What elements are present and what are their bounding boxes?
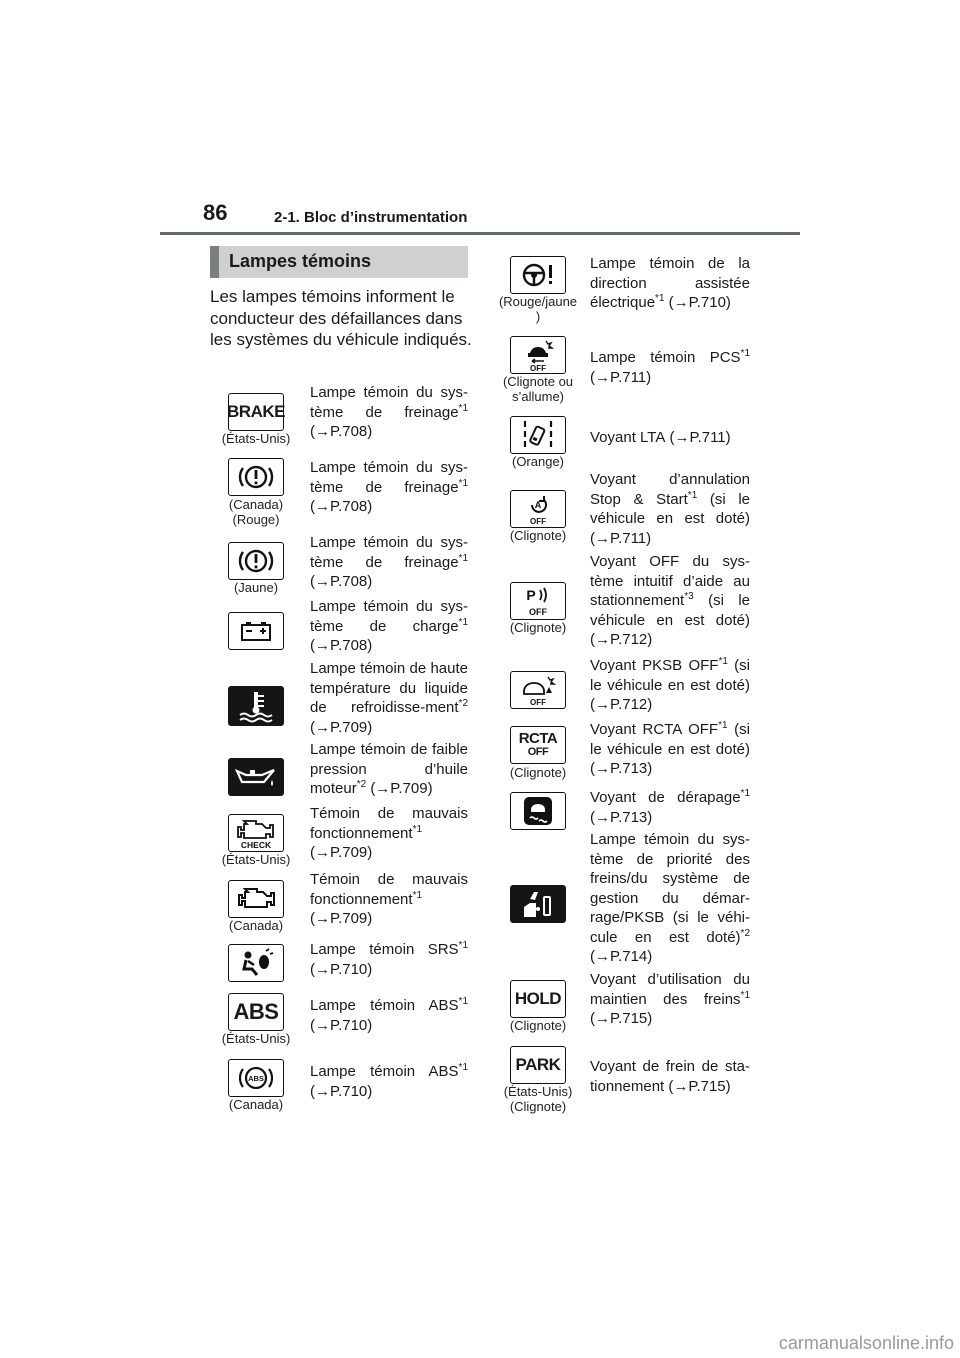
abs-circle-icon (228, 1059, 284, 1097)
warning-description: Voyant de dérapage$^{*1}$ (→P.713) (590, 788, 750, 826)
warning-description: Lampe témoin du sys-tème de priorité des freins/du système de gestion du démar-rage/PKSB (si le véhi-cule en est doté)$^{*2}$ (→P.714) (590, 831, 750, 965)
abs-text-icon: ABS (228, 993, 284, 1031)
warning-description: Lampe témoin de la direction assistée électrique$^{*1}$ (→P.710) (590, 255, 750, 311)
watermark: carmanualsonline.info (778, 1333, 954, 1353)
oil-can-icon (228, 758, 284, 796)
icon-caption: (Canada) (Rouge) (228, 497, 284, 527)
warning-description: Voyant PKSB OFF$^{*1}$ (si le véhicule en est doté) (→P.712) (590, 656, 750, 713)
warning-description: Lampe témoin PCS$^{*1}$ (→P.711) (590, 348, 750, 386)
rcta-off-icon: RCTA OFF (510, 726, 566, 764)
warning-description: Lampe témoin du sys-tème de freinage$^{*1}$ (→P.708) (310, 534, 468, 590)
stop-start-off-icon (510, 490, 566, 528)
airbag-icon (228, 944, 284, 982)
warning-description: Voyant OFF du sys-tème intuitif d’aide au stationnement$^{*3}$ (si le véhicule en est doté) (→P.712) (590, 553, 750, 648)
warning-description: Voyant de frein de sta-tionnement (→P.715) (590, 1058, 750, 1095)
brake-circle-icon (228, 542, 284, 580)
slip-indicator-icon (510, 792, 566, 830)
warning-description: Voyant RCTA OFF$^{*1}$ (si le véhicule en est doté) (→P.713) (590, 720, 750, 777)
header-rule (160, 232, 800, 235)
warning-description: Témoin de mauvais fonctionnement$^{*1}$ (→P.709) (310, 805, 468, 861)
svg-text:OFF: OFF (529, 607, 547, 617)
icon-caption: (Clignote ou s’allume) (502, 374, 574, 404)
section-heading (210, 246, 468, 278)
icon-caption: (États-Unis) (221, 431, 291, 446)
lta-icon (510, 416, 566, 454)
svg-text:ABS: ABS (248, 1074, 264, 1083)
warning-description: Lampe témoin ABS$^{*1}$ (→P.710) (310, 996, 468, 1034)
steering-warning-icon (510, 256, 566, 294)
check-engine-icon (228, 814, 284, 852)
warning-description: Lampe témoin ABS$^{*1}$ (→P.710) (310, 1062, 468, 1100)
parking-assist-off-icon (510, 582, 566, 620)
icon-caption: (Clignote) (509, 528, 567, 543)
svg-text:OFF: OFF (530, 517, 546, 526)
icon-caption: (Canada) (228, 918, 284, 933)
section-title: Lampes témoins (229, 251, 372, 271)
engine-icon (228, 880, 284, 918)
svg-text:P: P (526, 587, 536, 603)
warning-description: Lampe témoin du sys-tème de freinage$^{*1}$ (→P.708) (310, 384, 468, 440)
warning-description: Lampe témoin du sys-tème de charge$^{*1}$ (→P.708) (310, 598, 468, 654)
icon-caption: (Orange) (511, 454, 565, 469)
icon-caption: (États-Unis) (221, 1031, 291, 1046)
svg-text:OFF: OFF (530, 364, 546, 372)
warning-description: Lampe témoin du sys-tème de freinage$^{*1}$ (→P.708) (310, 459, 468, 515)
svg-text:OFF: OFF (530, 698, 546, 707)
warning-description: Lampe témoin SRS$^{*1}$ (→P.710) (310, 940, 468, 978)
section-intro: Les lampes témoins informent le conducteur des défaillances dans les systèmes du véhicule indiqués. (210, 287, 472, 349)
warning-description: Voyant d’utilisation du maintien des freins$^{*1}$ (→P.715) (590, 971, 750, 1027)
warning-description: Voyant LTA (→P.711) (590, 429, 731, 446)
coolant-temperature-icon (228, 686, 284, 726)
icon-caption: (États-Unis) (Clignote) (503, 1084, 573, 1114)
warning-description: Lampe témoin de faible pression d’huile moteur$^{*2}$ (→P.709) (310, 741, 468, 797)
brake-text-icon: BRAKE (228, 393, 284, 431)
brake-override-icon (510, 885, 566, 923)
battery-icon (228, 612, 284, 650)
icon-caption: (Rouge/jaune ) (498, 294, 578, 324)
parking-brake-icon: PARK (510, 1046, 566, 1084)
icon-caption: (Clignote) (509, 1018, 567, 1033)
icon-caption: (Jaune) (233, 580, 279, 595)
chapter-title: 2-1. Bloc d’instrumentation (274, 209, 468, 226)
warning-description: Témoin de mauvais fonctionnement$^{*1}$ (→P.709) (310, 871, 468, 927)
icon-caption: (Clignote) (509, 620, 567, 635)
page-number: 86 (203, 200, 228, 225)
pksb-off-icon (510, 671, 566, 709)
svg-text:A: A (534, 500, 542, 510)
svg-text:CHECK: CHECK (240, 840, 272, 850)
icon-caption: (Canada) (228, 1097, 284, 1112)
brake-circle-icon (228, 458, 284, 496)
warning-description: Voyant d’annulation Stop & Start$^{*1}$ (si le véhicule en est doté) (→P.711) (590, 471, 751, 547)
brake-hold-icon: HOLD (510, 980, 566, 1018)
pcs-off-icon (510, 336, 566, 374)
icon-caption: (États-Unis) (221, 852, 291, 867)
warning-description: Lampe témoin de haute température du liquide de refroidisse-ment$^{*2}$ (→P.709) (310, 660, 468, 736)
icon-caption: (Clignote) (509, 765, 567, 780)
